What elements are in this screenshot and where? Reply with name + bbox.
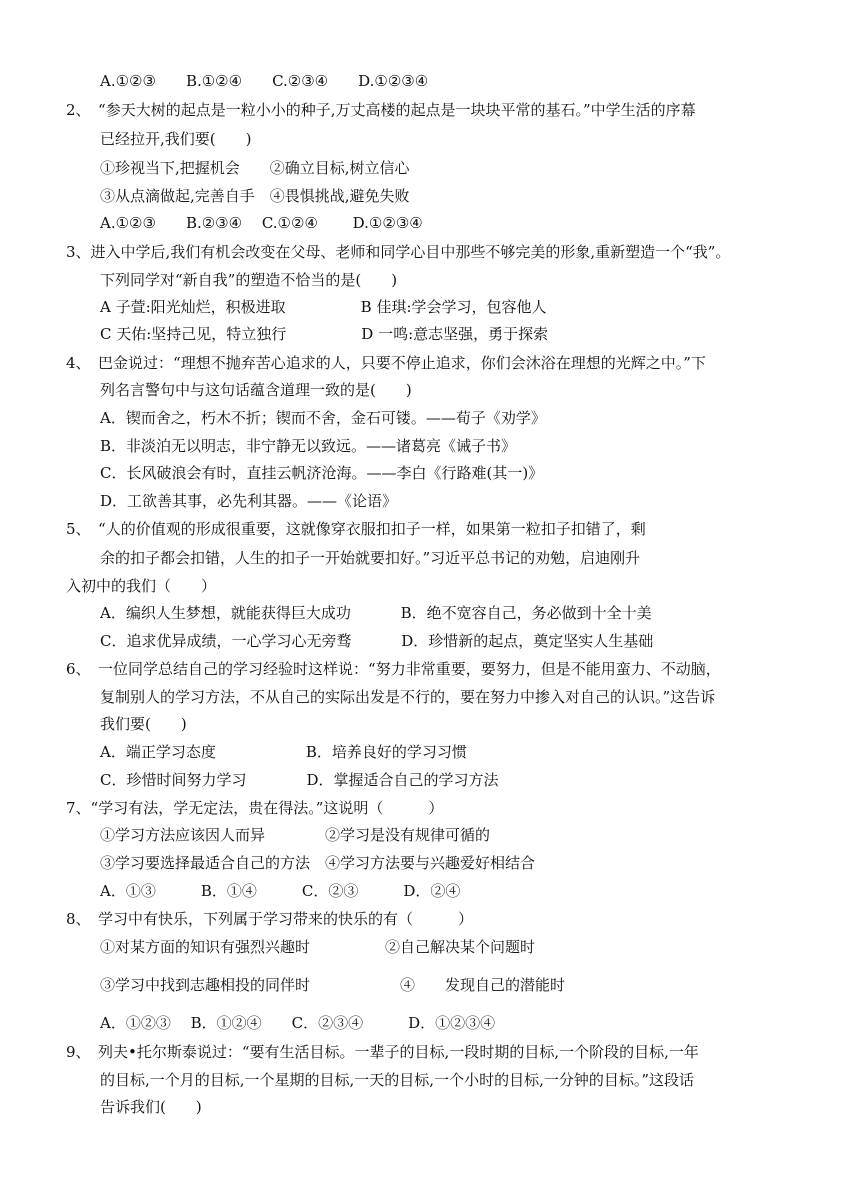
question-8-stem: 8、 学习中有快乐，下列属于学习带来的快乐的有（ ） [66,910,474,928]
question-7-options: A．①③ B．①④ C．②③ D．②④ [100,882,461,900]
question-8-statements-a: ①对某方面的知识有强烈兴趣时 ②自己解决某个问题时 [100,938,536,956]
question-2-statements-b: ③从点滴做起,完善自手 ④畏惧挑战,避免失败 [100,187,410,205]
question-8-options: A．①②③ B．①②④ C．②③④ D．①②③④ [100,1014,496,1032]
question-4-stem: 4、 巴金说过：“理想不抛弃苦心追求的人，只要不停止追求，你们会沐浴在理想的光辉之中。”下 [66,354,706,372]
question-5-stem: 5、 “人的价值观的形成很重要，这就像穿衣服扣扣子一样，如果第一粒扣子扣错了，剩 [66,520,646,538]
question-5-options-ab: A．编织人生梦想，就能获得巨大成功 B．绝不宽容自己，务必做到十全十美 [100,604,652,622]
question-4-option-a: A．锲而舍之，朽木不折；锲而不舍，金石可镂。——荀子《劝学》 [100,409,546,427]
question-2-stem: 2、 “参天大树的起点是一粒小小的种子,万丈高楼的起点是一块块平常的基石。”中学生活的序幕 [66,101,696,119]
question-3-options-ab: A 子萱:阳光灿烂，积极进取 B 佳琪:学会学习，包容他人 [100,298,547,316]
question-5-options-cd: C．追求优异成绩，一心学习心无旁骛 D．珍惜新的起点，奠定坚实人生基础 [100,632,654,650]
question-2-statements-a: ①珍视当下,把握机会 ②确立目标,树立信心 [100,159,410,177]
question-9-stem-cont: 的目标,一个月的目标,一个星期的目标,一天的目标,一个小时的目标,一分钟的目标。”这段话 [100,1071,695,1089]
question-4-stem-cont: 列名言警句中与这句话蕴含道理一致的是( ) [100,381,412,399]
question-4-option-b: B．非淡泊无以明志，非宁静无以致远。——诸葛亮《诫子书》 [100,437,517,455]
question-6-options-ab: A．端正学习态度 B．培养良好的学习习惯 [100,743,467,761]
question-2-stem-cont: 已经拉开,我们要( ) [100,130,252,148]
question-6-options-cd: C．珍惜时间努力学习 D．掌握适合自己的学习方法 [100,771,499,789]
question-9-stem-end: 告诉我们( ) [100,1098,202,1116]
question-5-stem-cont: 余的扣子都会扣错，人生的扣子一开始就要扣好。”习近平总书记的劝勉，启迪刚升 [100,549,641,567]
question-8-statements-b: ③学习中找到志趣相投的同伴时 ④ 发现自己的潜能时 [100,976,566,994]
question-3-options-cd: C 天佑:坚持己见，特立独行 D 一鸣:意志坚强，勇于探索 [100,325,549,343]
question-4-option-c: C．长风破浪会有时，直挂云帆济沧海。——李白《行路难(其一)》 [100,464,544,482]
question-5-stem-end: 入初中的我们（ ） [66,577,217,595]
question-2-options: A.①②③ B.②③④ C.①②④ D.①②③④ [100,214,423,232]
question-3-stem-cont: 下列同学对“新自我”的塑造不恰当的是( ) [100,271,398,289]
question-4-option-d: D．工欲善其事，必先利其器。——《论语》 [100,492,398,510]
question-1-options: A.①②③ B.①②④ C.②③④ D.①②③④ [100,72,429,90]
question-6-stem: 6、 一位同学总结自己的学习经验时这样说：“努力非常重要，要努力，但是不能用蛮力、不动脑， [66,660,721,678]
question-7-stem: 7、“学习有法，学无定法，贵在得法。”这说明（ ） [66,799,444,817]
question-3-stem: 3、进入中学后,我们有机会改变在父母、老师和同学心目中那些不够完美的形象,重新塑造一个“我”。 [66,243,731,261]
question-7-statements-a: ①学习方法应该因人而异 ②学习是没有规律可循的 [100,826,491,844]
question-6-stem-cont: 复制别人的学习方法，不从自己的实际出发是不行的，要在努力中掺入对自己的认识。”这告诉 [100,688,716,706]
question-6-stem-end: 我们要( ) [100,715,187,733]
question-9-stem: 9、 列夫•托尔斯泰说过：“要有生活目标。一辈子的目标,一段时期的目标,一个阶段的目标,一年 [66,1043,699,1061]
question-7-statements-b: ③学习要选择最适合自己的方法 ④学习方法要与兴趣爱好相结合 [100,854,536,872]
